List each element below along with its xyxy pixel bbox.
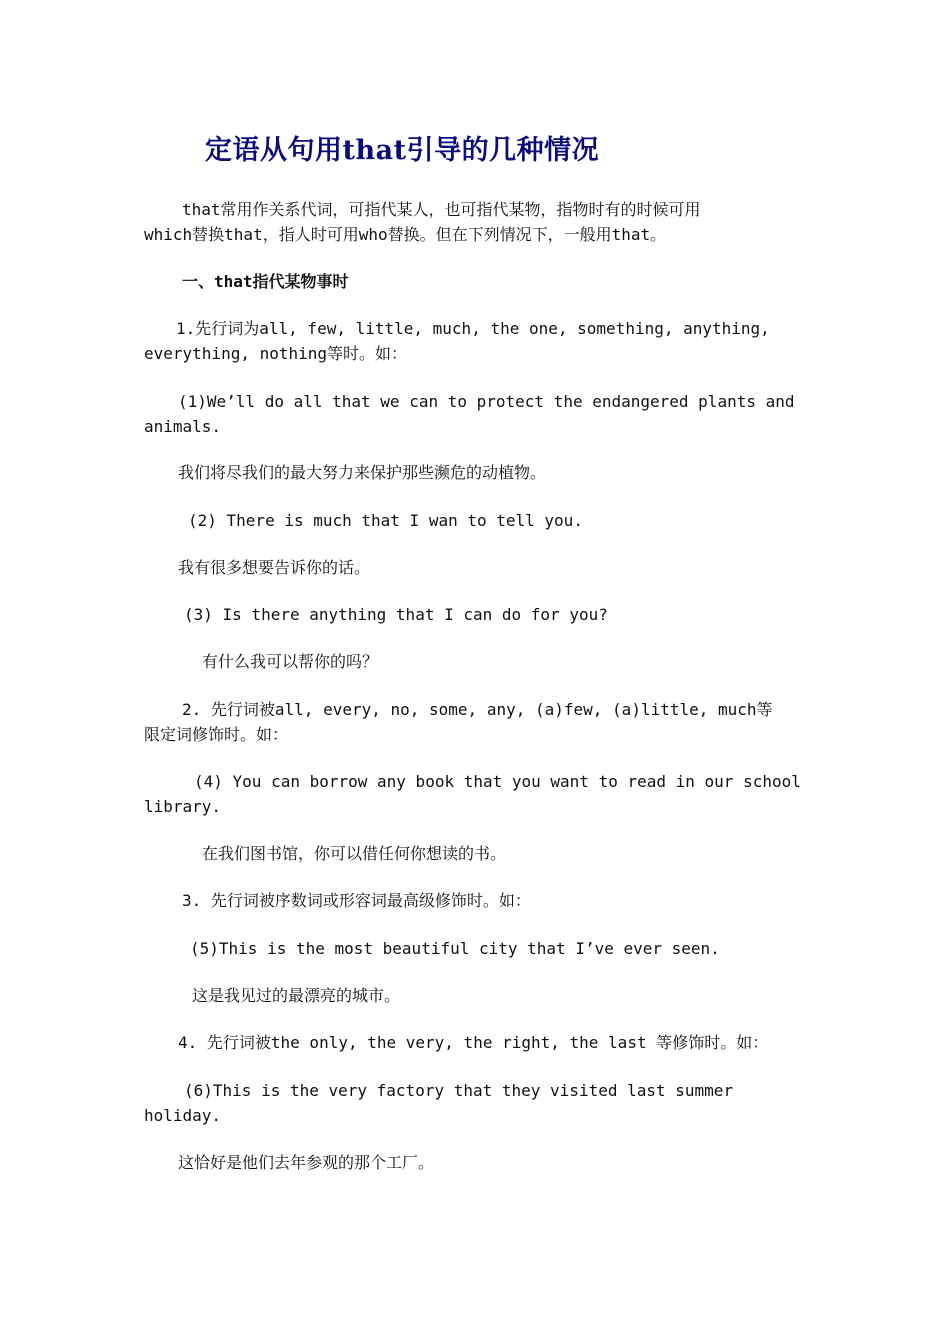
rule-2-line-2: 限定词修饰时。如：: [144, 725, 289, 744]
example-2-translation: 我有很多想要告诉你的话。: [178, 558, 371, 577]
example-4-line-1: (4) You can borrow any book that you want to read in our school: [194, 772, 801, 791]
rule-4: 4. 先行词被the only, the very, the right, the last 等修饰时。如：: [178, 1033, 769, 1052]
example-4-translation: 在我们图书馆，你可以借任何你想读的书。: [202, 844, 507, 863]
example-4-line-2: library.: [144, 797, 222, 816]
section-heading: 一、that指代某物事时: [182, 272, 349, 291]
example-1-translation: 我们将尽我们的最大努力来保护那些濒危的动植物。: [178, 463, 547, 482]
intro-line-1: that常用作关系代词，可指代某人，也可指代某物，指物时有的时候可用: [182, 200, 701, 219]
example-5: (5)This is the most beautiful city that I’ve ever seen.: [190, 939, 720, 958]
example-2: (2) There is much that I wan to tell you.: [188, 511, 583, 530]
example-1-line-2: animals.: [144, 417, 222, 436]
rule-3: 3. 先行词被序数词或形容词最高级修饰时。如：: [182, 891, 531, 910]
example-3: (3) Is there anything that I can do for you?: [184, 605, 608, 624]
example-3-translation: 有什么我可以帮你的吗？: [202, 652, 379, 671]
intro-line-2: which替换that，指人时可用who替换。但在下列情况下，一般用that。: [144, 225, 667, 244]
example-6-line-2: holiday.: [144, 1106, 222, 1125]
example-1-line-1: (1)We’ll do all that we can to protect the endangered plants and: [178, 392, 795, 411]
rule-2-line-1: 2. 先行词被all, every, no, some, any, (a)few, (a)little, much等: [182, 700, 773, 719]
example-6-line-1: (6)This is the very factory that they visited last summer: [184, 1081, 734, 1100]
rule-1-line-2: everything, nothing等时。如：: [144, 344, 408, 363]
rule-1-line-1: 1.先行词为all, few, little, much, the one, something, anything,: [176, 319, 770, 338]
example-5-translation: 这是我见过的最漂亮的城市。: [192, 986, 401, 1005]
document-title: 定语从句用that引导的几种情况: [205, 135, 600, 166]
example-6-translation: 这恰好是他们去年参观的那个工厂。: [178, 1153, 435, 1172]
